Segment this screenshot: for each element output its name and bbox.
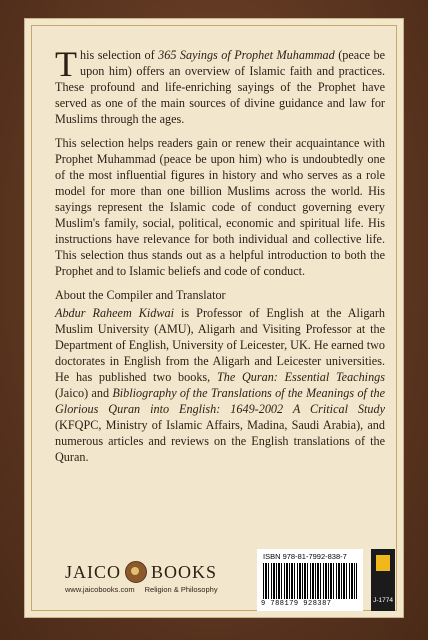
drop-cap: T — [55, 44, 77, 84]
about-text-c: (KFQPC, Ministry of Islamic Affairs, Madina, Saudi Arabia), and numerous articles and reviews on the English translations of the Quran. — [55, 418, 385, 464]
author-name: Abdur Raheem Kidwai — [55, 306, 174, 320]
publisher-website: www.jaicobooks.com — [65, 585, 135, 594]
publisher-subline — [65, 585, 218, 594]
barcode-digits: 9 788179 928387 — [261, 600, 332, 608]
intro-paragraph-2: This selection helps readers gain or renew their acquaintance with Prophet Muhammad (peace be upon him) who is undoubtedly one of the most influential figures in history and who serves as a role model for more than one billion Muslims across the world. His sayings represent the Islamic code of conduct governing every Muslim's family, social, political, economic and spiritual life. His instructions have relevance for both individual and collective life. This selection thus stands out as a helpful introduction to both the Prophet and to Islamic beliefs and code of conduct. — [55, 136, 385, 278]
barcode-label — [257, 549, 363, 611]
imprint-badge — [371, 549, 395, 611]
imprint-logo-icon — [376, 555, 390, 571]
publisher-logo — [65, 561, 217, 583]
book-category: Religion & Philosophy — [144, 585, 218, 594]
book-title: 365 Sayings of Prophet Muhammad — [158, 48, 335, 62]
intro-text: his selection of — [80, 48, 159, 62]
isbn-text: ISBN 978-81-7992-838-7 — [263, 552, 347, 561]
blurb-text — [55, 44, 385, 473]
cover-text-panel — [24, 18, 404, 618]
intro-paragraph-1 — [55, 44, 385, 127]
barcode-icon — [263, 563, 357, 599]
catalog-code: J-1774 — [373, 597, 393, 604]
intro-text-cont: (peace be upon him) offers an overview of Islamic faith and practices. These profound and life-enriching sayings of the Prophet have served as one of the main sources of divine guidance and law for Muslims through the ages. — [55, 48, 385, 126]
publisher-name-right: BOOKS — [151, 561, 218, 582]
publisher-emblem-icon — [125, 561, 147, 583]
publisher-name-left: JAICO — [65, 561, 122, 582]
book-title-1: The Quran: Essential Teachings — [216, 370, 385, 384]
about-text: is Professor of English at the Aligarh Muslim University (AMU), Aligarh and Visiting Professor at the Department of English, University of Leicester, UK. He earned two doctorates in English from the Aligarh and Leicester universities. He has published two books, — [55, 306, 385, 384]
about-heading: About the Compiler and Translator — [55, 288, 226, 302]
cover-footer — [55, 549, 395, 619]
about-paragraph — [55, 305, 385, 465]
book-title-2: Bibliography of the Translations of the Meanings of the Glorious Quran into English: 1649-2002 A Critical Study — [55, 386, 385, 416]
about-text-b: (Jaico) and — [55, 386, 113, 400]
